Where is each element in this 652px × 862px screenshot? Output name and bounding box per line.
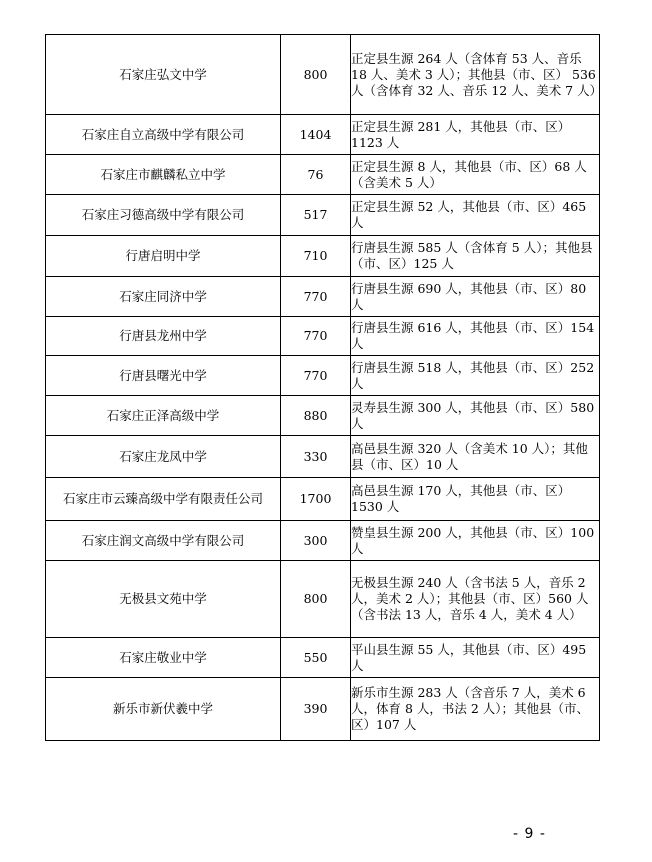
source-detail-cell: 新乐市生源 283 人（含音乐 7 人，美术 6 人，体育 8 人，书法 2 人）；其他县（市、区）107 人	[351, 678, 600, 741]
source-detail-cell: 无极县生源 240 人（含书法 5 人，音乐 2 人，美术 2 人）；其他县（市、区）560 人（含书法 13 人，音乐 4 人，美术 4 人）	[351, 561, 600, 638]
table-row	[46, 436, 600, 478]
source-detail-cell: 灵寿县生源 300 人，其他县（市、区）580 人	[351, 396, 600, 436]
source-detail-cell: 正定县生源 52 人，其他县（市、区）465 人	[351, 195, 600, 236]
school-name-cell: 石家庄市麒麟私立中学	[46, 155, 281, 195]
source-detail-cell: 正定县生源 264 人（含体育 53 人、音乐 18 人、美术 3 人）；其他县（市、区） 536 人（含体育 32 人、音乐 12 人、美术 7 人）	[351, 35, 600, 115]
school-name-cell: 石家庄同济中学	[46, 277, 281, 317]
table-row	[46, 195, 600, 236]
source-detail-cell: 行唐县生源 585 人（含体育 5 人）；其他县（市、区）125 人	[351, 236, 600, 277]
admissions-table	[45, 34, 603, 741]
source-detail-cell: 行唐县生源 616 人，其他县（市、区）154 人	[351, 317, 600, 356]
quota-cell: 300	[281, 521, 351, 561]
table-row	[46, 396, 600, 436]
table-row	[46, 277, 600, 317]
quota-cell: 770	[281, 356, 351, 396]
table-row	[46, 521, 600, 561]
source-detail-cell: 正定县生源 281 人，其他县（市、区）1123 人	[351, 115, 600, 155]
source-detail-cell: 高邑县生源 320 人（含美术 10 人）；其他县（市、区）10 人	[351, 436, 600, 478]
quota-cell: 76	[281, 155, 351, 195]
school-name-cell: 石家庄习德高级中学有限公司	[46, 195, 281, 236]
quota-cell: 1404	[281, 115, 351, 155]
table-row	[46, 356, 600, 396]
table-row	[46, 35, 600, 115]
school-name-cell: 石家庄正泽高级中学	[46, 396, 281, 436]
table-row	[46, 478, 600, 521]
table-row	[46, 561, 600, 638]
quota-cell: 800	[281, 561, 351, 638]
page-number: - 9 -	[513, 826, 546, 842]
school-name-cell: 无极县文苑中学	[46, 561, 281, 638]
quota-cell: 770	[281, 277, 351, 317]
quota-cell: 710	[281, 236, 351, 277]
quota-cell: 390	[281, 678, 351, 741]
source-detail-cell: 赞皇县生源 200 人，其他县（市、区）100 人	[351, 521, 600, 561]
table-row	[46, 678, 600, 741]
quota-cell: 330	[281, 436, 351, 478]
quota-cell: 800	[281, 35, 351, 115]
school-name-cell: 石家庄敬业中学	[46, 638, 281, 678]
school-name-cell: 石家庄弘文中学	[46, 35, 281, 115]
table-row	[46, 236, 600, 277]
source-detail-cell: 平山县生源 55 人，其他县（市、区）495 人	[351, 638, 600, 678]
source-detail-cell: 高邑县生源 170 人，其他县（市、区）1530 人	[351, 478, 600, 521]
quota-cell: 880	[281, 396, 351, 436]
table-row	[46, 115, 600, 155]
source-detail-cell: 行唐县生源 690 人，其他县（市、区）80 人	[351, 277, 600, 317]
school-name-cell: 石家庄自立高级中学有限公司	[46, 115, 281, 155]
school-name-cell: 行唐县曙光中学	[46, 356, 281, 396]
quota-cell: 770	[281, 317, 351, 356]
table-row	[46, 317, 600, 356]
source-detail-cell: 行唐县生源 518 人，其他县（市、区）252 人	[351, 356, 600, 396]
quota-cell: 1700	[281, 478, 351, 521]
school-name-cell: 石家庄龙凤中学	[46, 436, 281, 478]
school-name-cell: 石家庄市云臻高级中学有限责任公司	[46, 478, 281, 521]
source-detail-cell: 正定县生源 8 人，其他县（市、区）68 人（含美术 5 人）	[351, 155, 600, 195]
school-name-cell: 新乐市新伏羲中学	[46, 678, 281, 741]
quota-cell: 517	[281, 195, 351, 236]
table-row	[46, 638, 600, 678]
table-row	[46, 155, 600, 195]
quota-cell: 550	[281, 638, 351, 678]
school-name-cell: 行唐启明中学	[46, 236, 281, 277]
school-name-cell: 石家庄润文高级中学有限公司	[46, 521, 281, 561]
school-name-cell: 行唐县龙州中学	[46, 317, 281, 356]
